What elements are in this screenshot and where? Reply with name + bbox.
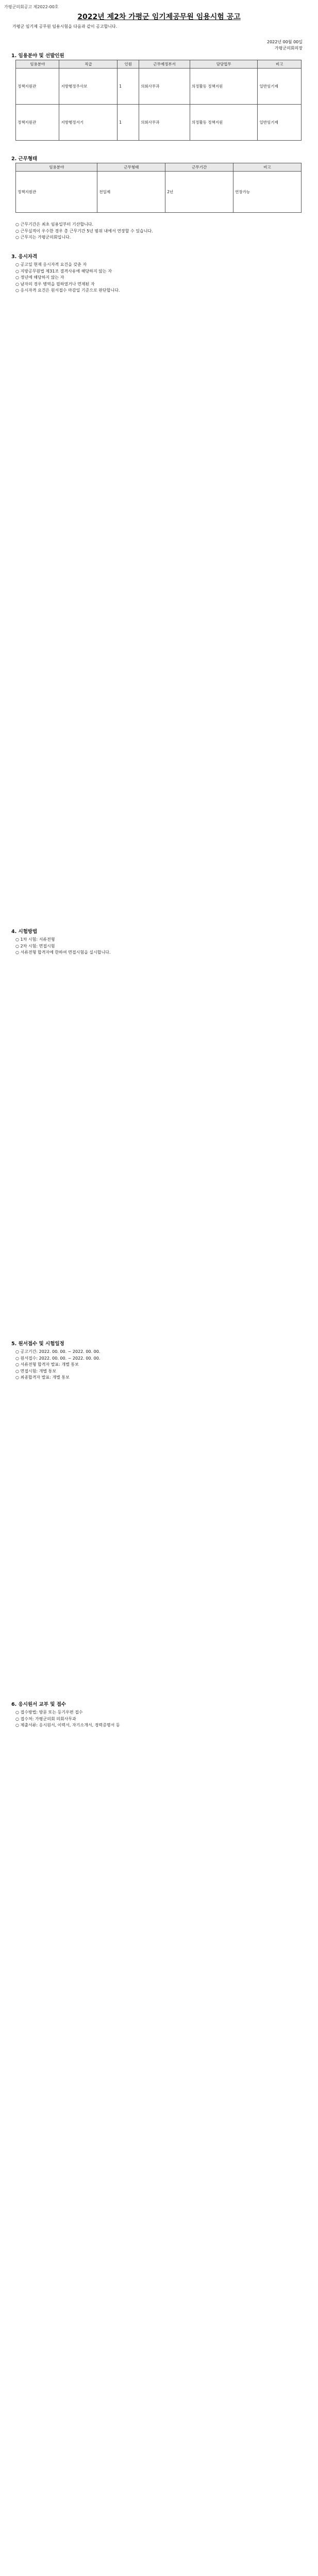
table-cell: 정책지원관	[16, 105, 59, 141]
list-item: ○ 근무기간은 최초 임용일부터 기산합니다.	[15, 222, 94, 227]
intro-text: 가평군 임기제 공무원 임용시험을 다음과 같이 공고합니다.	[12, 24, 118, 29]
table-cell: 일반임기제	[258, 105, 302, 141]
list-item: ○ 서류전형 합격자 발표: 개별 통보	[15, 1362, 79, 1367]
date-line: 2022년 00월 00일	[267, 40, 303, 44]
table-cell: 지방행정서기	[59, 105, 118, 141]
list-item: ○ 제출서류: 응시원서, 이력서, 자기소개서, 경력증명서 등	[15, 1723, 120, 1727]
notes-list	[15, 222, 304, 241]
table-cell: 1	[118, 69, 139, 105]
section-3-heading: 3. 응시자격	[11, 254, 38, 260]
table-header-row	[16, 60, 302, 69]
table-header: 직급	[59, 60, 118, 69]
table-header: 근무형태	[97, 163, 165, 172]
table-header-row	[16, 163, 302, 172]
table-cell: 정책지원관	[16, 172, 97, 213]
list-item: ○ 2차 시험: 면접시험	[15, 943, 55, 948]
submission-list	[15, 1709, 304, 1729]
list-item: ○ 근무실적이 우수한 경우 총 근무기간 5년 범위 내에서 연장할 수 있습니다.	[15, 228, 153, 233]
list-item: ○ 접수처: 가평군의회 의회사무과	[15, 1716, 76, 1721]
section-6-heading: 6. 응시원서 교부 및 접수	[11, 1702, 66, 1707]
table-cell: 의정활동 정책지원	[190, 69, 258, 105]
list-item: ○ 서류전형 합격자에 한하여 면접시험을 실시합니다.	[15, 950, 111, 955]
table-header: 비고	[258, 60, 302, 69]
table-cell: 정책지원관	[16, 69, 59, 105]
table-cell: 지방행정주사보	[59, 69, 118, 105]
table-cell: 일반임기제	[258, 69, 302, 105]
list-item: ○ 원서접수: 2022. 00. 00. ~ 2022. 00. 00.	[15, 1355, 101, 1361]
list-item: ○ 공고기간: 2022. 00. 00. ~ 2022. 00. 00.	[15, 1349, 101, 1354]
date-block	[267, 39, 303, 52]
qualification-list	[15, 262, 304, 294]
list-item: ○ 근무지는 가평군의회입니다.	[15, 235, 71, 240]
authority: 가평군의회의장	[274, 46, 303, 50]
table-header: 임용분야	[16, 60, 59, 69]
list-item: ○ 최종합격자 발표: 개별 통보	[15, 1375, 70, 1380]
section-4-heading: 4. 시험방법	[11, 929, 38, 935]
table-cell: 연장가능	[233, 172, 302, 213]
list-item: ○ 정년에 해당하지 않는 자	[15, 275, 64, 280]
table-header: 근무예정부서	[139, 60, 190, 69]
table-row	[16, 105, 302, 141]
table-header: 인원	[118, 60, 139, 69]
table-cell: 의정활동 정책지원	[190, 105, 258, 141]
table-work-type	[15, 163, 302, 213]
list-item: ○ 1차 시험: 서류전형	[15, 937, 55, 942]
list-item: ○ 지방공무원법 제31조 결격사유에 해당하지 않는 자	[15, 268, 112, 274]
table-header: 담당업무	[190, 60, 258, 69]
list-item: ○ 면접시험: 개별 통보	[15, 1368, 57, 1374]
table-header: 근무기간	[165, 163, 233, 172]
list-item: ○ 공고일 현재 응시자격 요건을 갖춘 자	[15, 262, 87, 267]
table-header: 비고	[233, 163, 302, 172]
table-cell: 2년	[165, 172, 233, 213]
section-5-heading: 5. 원서접수 및 시험일정	[11, 1341, 64, 1347]
table-cell: 의회사무과	[139, 69, 190, 105]
header-meta: 가평군의회공고 제2022-00호	[4, 5, 59, 9]
table-row	[16, 172, 302, 213]
list-item: ○ 남자의 경우 병역을 필하였거나 면제된 자	[15, 281, 95, 286]
table-cell: 전일제	[97, 172, 165, 213]
table-row	[16, 69, 302, 105]
section-1-heading: 1. 임용분야 및 선발인원	[11, 53, 64, 59]
table-header: 임용분야	[16, 163, 97, 172]
table-cell: 의회사무과	[139, 105, 190, 141]
table-cell: 1	[118, 105, 139, 141]
list-item: ○ 응시자격 요건은 원서접수 마감일 기준으로 판단합니다.	[15, 288, 120, 293]
page-title: 2022년 제2차 가평군 임기제공무원 임용시험 공고	[77, 13, 241, 21]
section-2-heading: 2. 근무형태	[11, 156, 38, 162]
schedule-list	[15, 1349, 304, 1381]
list-item: ○ 접수방법: 방문 또는 등기우편 접수	[15, 1710, 83, 1715]
table-positions	[15, 60, 302, 141]
exam-list	[15, 937, 304, 956]
